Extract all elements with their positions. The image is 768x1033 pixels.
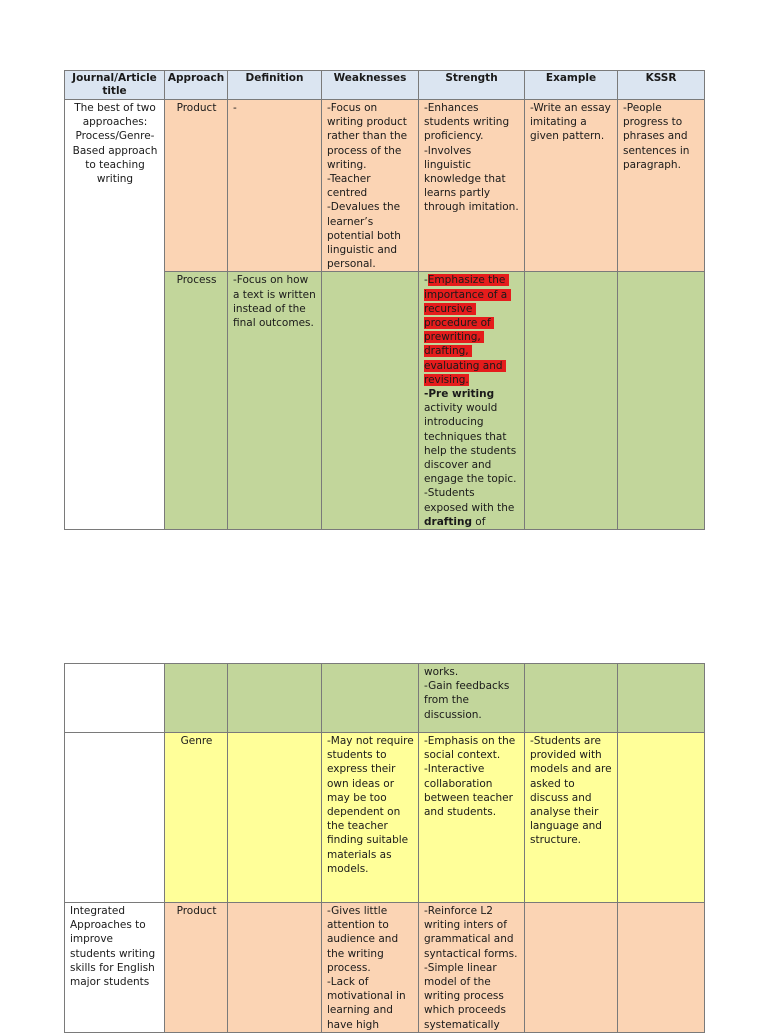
- kssr-process: [618, 272, 705, 530]
- table-row-genre: [65, 733, 705, 903]
- header-weaknesses: Weaknesses: [322, 71, 419, 100]
- example-product: -Write an essay imitating a given pattern.: [525, 100, 618, 272]
- kssr-product: -People progress to phrases and sentences in paragraph.: [618, 100, 705, 272]
- highlighted-strength-text: Emphasize the importance of a recursive procedure of prewriting, drafting, evaluating and revising.: [424, 274, 511, 386]
- header-example: Example: [525, 71, 618, 100]
- journal-title-integrated: Integrated Approaches to improve students writing skills for English major students: [65, 903, 165, 1033]
- table-row-product: [65, 100, 705, 272]
- header-definition: Definition: [228, 71, 322, 100]
- approach-process-continued: [165, 664, 228, 733]
- definition-process: -Focus on how a text is written instead of the final outcomes.: [228, 272, 322, 530]
- strength-process-continued: works. -Gain feedbacks from the discussion.: [419, 664, 525, 733]
- strength-product-2: -Reinforce L2 writing inters of grammatical and syntactical forms. -Simple linear model of the writing process which proceeds systematically: [419, 903, 525, 1033]
- journal-title-continued: [65, 664, 165, 733]
- header-journal-title: Journal/Article title: [65, 71, 165, 100]
- definition-process-continued: [228, 664, 322, 733]
- weaknesses-process: [322, 272, 419, 530]
- kssr-product-2: [618, 903, 705, 1033]
- journal-title-genre: [65, 733, 165, 903]
- weaknesses-process-continued: [322, 664, 419, 733]
- strength-genre: -Emphasis on the social context. -Interactive collaboration between teacher and students.: [419, 733, 525, 903]
- kssr-process-continued: [618, 664, 705, 733]
- journal-title-cell: The best of two approaches: Process/Genre-Based approach to teaching writing: [65, 100, 165, 530]
- drafting-bold: drafting: [424, 515, 472, 528]
- approach-genre: Genre: [165, 733, 228, 903]
- strength-product: -Enhances students writing proficiency. -Involves linguistic knowledge that learns partly through imitation.: [419, 100, 525, 272]
- weaknesses-genre: -May not require students to express their own ideas or may be too dependent on the teacher finding suitable materials as models.: [322, 733, 419, 903]
- header-kssr: KSSR: [618, 71, 705, 100]
- table-row-product-2: [65, 903, 705, 1033]
- definition-genre: [228, 733, 322, 903]
- example-process: [525, 272, 618, 530]
- approach-process: Process: [165, 272, 228, 530]
- kssr-genre: [618, 733, 705, 903]
- weaknesses-product-2: -Gives little attention to audience and the writing process. -Lack of motivational in learning and have high: [322, 903, 419, 1033]
- approach-product: Product: [165, 100, 228, 272]
- header-approach: Approach: [165, 71, 228, 100]
- approach-product-2: Product: [165, 903, 228, 1033]
- approaches-table-page-1: [64, 70, 705, 530]
- example-product-2: [525, 903, 618, 1033]
- table-row-process-continued: [65, 664, 705, 733]
- strength-text-1: activity would introducing techniques that help the students discover and engage the topic. -Students exposed with the: [424, 402, 517, 514]
- definition-product: -: [228, 100, 322, 272]
- weaknesses-product: -Focus on writing product rather than the process of the writing. -Teacher centred -Devalues the learner’s potential both linguistic and personal.: [322, 100, 419, 272]
- definition-product-2: [228, 903, 322, 1033]
- strength-dash: -: [424, 274, 428, 287]
- example-process-continued: [525, 664, 618, 733]
- header-strength: Strength: [419, 71, 525, 100]
- strength-process: [419, 272, 525, 530]
- approaches-table-page-2: [64, 663, 705, 1033]
- pre-writing-bold: -Pre writing: [424, 388, 495, 401]
- example-genre: -Students are provided with models and are asked to discuss and analyse their language and structure.: [525, 733, 618, 903]
- strength-text-2: of: [471, 515, 486, 528]
- table-header-row: [65, 71, 705, 100]
